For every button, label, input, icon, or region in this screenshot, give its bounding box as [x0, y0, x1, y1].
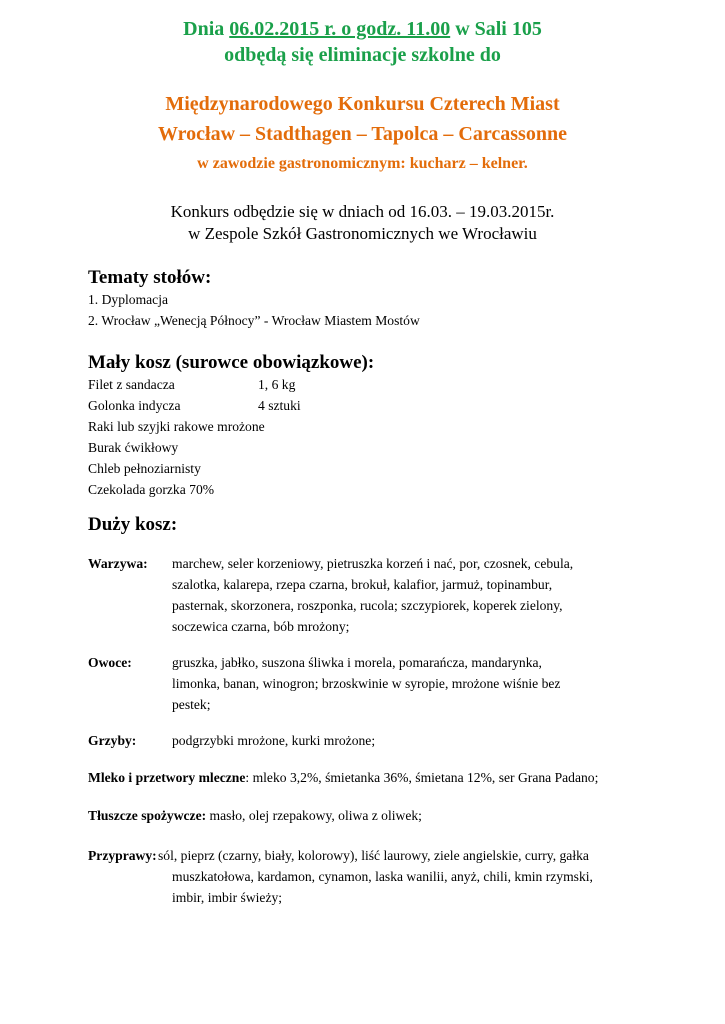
spices-line: muszkatołowa, kardamon, cynamon, laska wanilii, anyż, chili, kmin rzymski, [172, 869, 593, 884]
fats-label: Tłuszcze spożywcze: [88, 808, 207, 823]
theme-item: 1. Dyplomacja [88, 292, 169, 307]
themes-heading: Tematy stołów: [88, 267, 212, 288]
dairy-text: : mleko 3,2%, śmietanka 36%, śmietana 12%, ser Grana Padano; [245, 770, 599, 785]
contest-dates: Konkurs odbędzie się w dniach od 16.03. – 19.03.2015r. [170, 202, 555, 221]
spices-line: imbir, imbir świeży; [172, 890, 283, 905]
small-basket-qty: 4 sztuki [258, 398, 301, 413]
spices-list [172, 866, 593, 908]
room: w Sali 105 [450, 18, 542, 40]
date-time: 06.02.2015 r. o godz. 11.00 [229, 18, 451, 40]
vegetables-line: marchew, seler korzeniowy, pietruszka korzeń i nać, por, czosnek, cebula, [172, 556, 574, 571]
mushrooms-label: Grzyby: [88, 733, 137, 748]
fats-text: masło, olej rzepakowy, oliwa z oliwek; [206, 808, 422, 823]
small-basket-item: Golonka indycza [88, 398, 181, 413]
spices-first [158, 845, 589, 866]
theme-item: 2. Wrocław „Wenecją Północy” - Wrocław Miastem Mostów [88, 313, 420, 328]
announcement-line-1 [0, 18, 725, 41]
announcement-line-2: odbędą się eliminacje szkolne do [224, 44, 501, 66]
spices-label: Przyprawy: [88, 848, 157, 863]
date-prefix: Dnia [183, 18, 230, 40]
fats-line [88, 808, 422, 824]
small-basket-item: Czekolada gorzka 70% [88, 482, 215, 497]
contest-venue: w Zespole Szkół Gastronomicznych we Wrocławiu [188, 224, 537, 243]
spices-line: sól, pieprz (czarny, biały, kolorowy), liść laurowy, ziele angielskie, curry, gałka [158, 848, 589, 863]
vegetables-line: pasternak, skorzonera, roszponka, rucola; szczypiorek, koperek zielony, [172, 598, 563, 613]
fruits-line: limonka, banan, winogron; brzoskwinie w syropie, mrożone wiśnie bez [172, 676, 561, 691]
fruits-label: Owoce: [88, 655, 132, 670]
fruits-list [172, 652, 560, 715]
mushrooms-line: podgrzybki mrożone, kurki mrożone; [172, 733, 376, 748]
small-basket-item: Filet z sandacza [88, 377, 175, 392]
small-basket-item: Raki lub szyjki rakowe mrożone [88, 419, 265, 434]
fruits-line: pestek; [172, 697, 211, 712]
small-basket-heading: Mały kosz (surowce obowiązkowe): [88, 352, 375, 373]
big-basket-heading: Duży kosz: [88, 514, 178, 535]
contest-title: Międzynarodowego Konkursu Czterech Miast [165, 93, 560, 115]
vegetables-label: Warzywa: [88, 556, 148, 571]
vegetables-line: soczewica czarna, bób mrożony; [172, 619, 350, 634]
mushrooms-list [172, 730, 375, 751]
dairy-label: Mleko i przetwory mleczne [88, 770, 246, 785]
small-basket-item: Chleb pełnoziarnisty [88, 461, 201, 476]
small-basket-qty: 1, 6 kg [258, 377, 296, 392]
vegetables-line: szalotka, kalarepa, rzepa czarna, brokuł, kalafior, jarmuż, topinambur, [172, 577, 553, 592]
dairy-line [88, 770, 598, 786]
vegetables-list [172, 553, 573, 637]
small-basket-item: Burak ćwikłowy [88, 440, 179, 455]
contest-cities: Wrocław – Stadthagen – Tapolca – Carcassonne [158, 123, 567, 145]
contest-discipline: w zawodzie gastronomicznym: kucharz – kelner. [197, 155, 528, 172]
fruits-line: gruszka, jabłko, suszona śliwka i morela, pomarańcza, mandarynka, [172, 655, 542, 670]
